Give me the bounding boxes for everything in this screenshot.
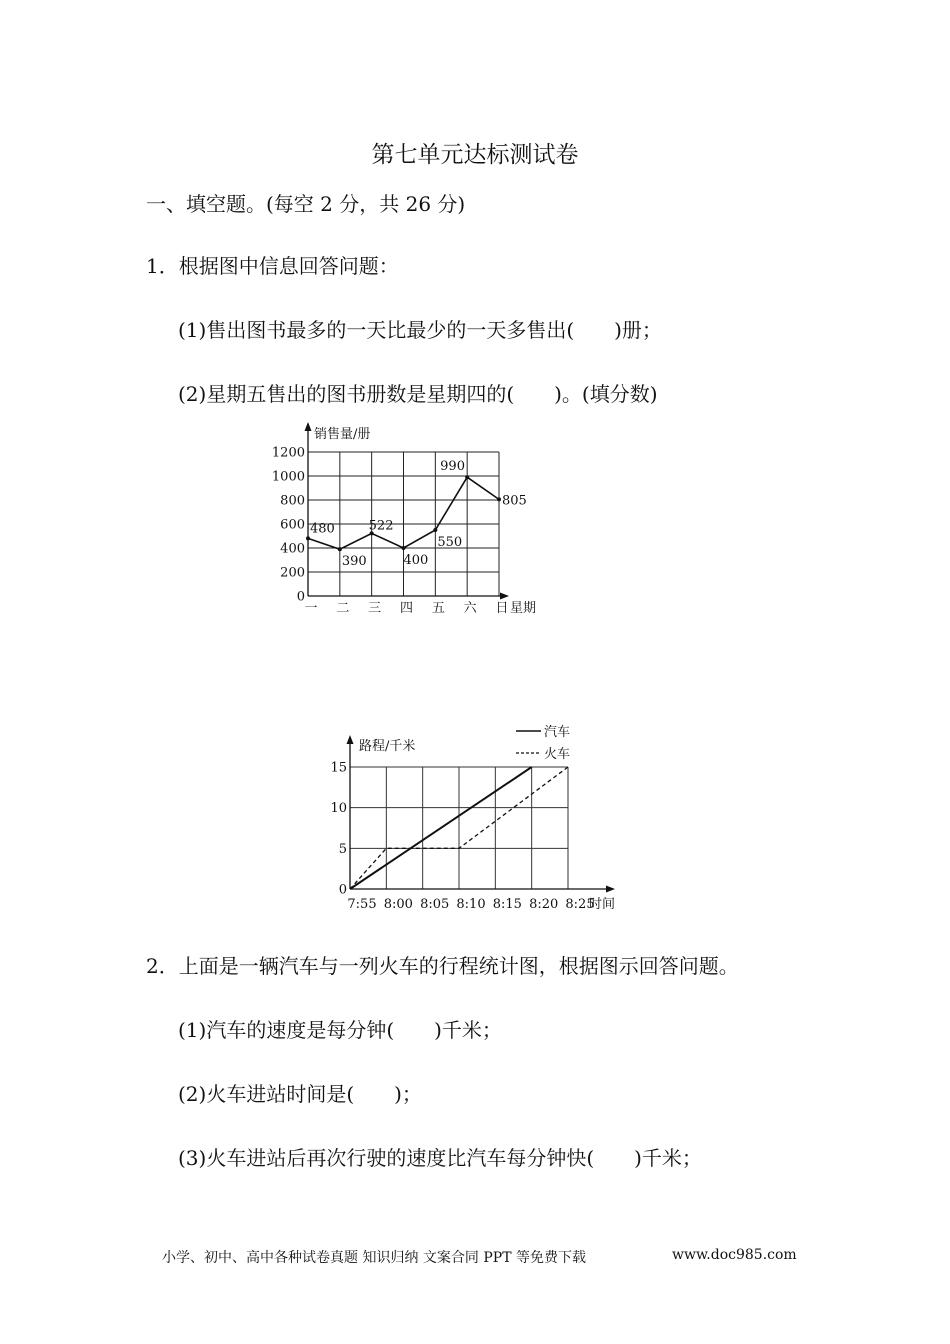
chart1-x-tick-label: 四 [399,601,414,616]
chart1-y-axis-label: 销售量/册 [314,427,371,442]
chart1-data-label: 400 [403,553,429,568]
chart1-data-point [497,497,501,501]
chart1-x-tick-label: 三 [368,601,382,616]
chart1-data-label: 550 [437,535,463,550]
section-heading: 一、填空题。(每空 2 分，共 26 分) [146,192,466,216]
chart1-y-tick-label: 600 [280,517,305,533]
travel-chart [330,718,630,918]
legend-car-label: 汽车 [544,725,571,740]
chart1-y-tick-label: 800 [280,493,305,509]
chart1-y-tick-label: 200 [280,565,305,581]
chart1-y-tick-label: 1200 [271,445,305,461]
chart2-y-arrow [347,735,354,744]
chart1-y-arrow [305,422,312,431]
chart2-x-ticks [347,897,594,912]
chart2-grid [350,767,568,889]
chart1-data-label: 480 [310,521,335,537]
chart2-y-tick-label: 10 [330,801,347,817]
question-1-part-1: (1)售出图书最多的一天比最少的一天多售出( )册； [178,318,662,342]
chart1-data-point [465,475,469,479]
chart2-x-tick-label: 8:05 [420,897,450,912]
chart1-data-label: 390 [341,554,367,570]
question-2-part-2: (2)火车进站时间是( )； [178,1082,422,1106]
chart1-data-label: 522 [368,518,394,534]
chart2-x-axis-label: 时间 [589,897,616,912]
chart1-y-tick-label: 400 [280,541,305,557]
question-2-stem: 2．上面是一辆汽车与一列火车的行程统计图，根据图示回答问题。 [146,954,739,978]
chart1-x-arrow [500,593,509,600]
chart1-data-point [338,547,342,551]
chart2-y-tick-label: 0 [338,882,347,898]
chart1-x-axis-label: 星期 [510,601,537,616]
chart1-x-ticks [304,601,508,616]
question-2-part-3: (3)火车进站后再次行驶的速度比汽车每分钟快( )千米； [178,1146,702,1170]
chart1-data-label: 990 [440,459,465,475]
chart2-x-tick-label: 7:55 [347,897,377,912]
chart1-grid [308,452,499,596]
chart2-x-tick-label: 8:00 [383,897,413,912]
chart2-x-tick-label: 8:10 [456,897,486,912]
chart2-y-axis-label: 路程/千米 [359,739,416,754]
chart2-y-tick-label: 15 [330,760,347,776]
chart1-y-tick-label: 1000 [271,469,305,485]
footer-link[interactable]: www.doc985.com [672,1247,797,1263]
chart1-data-point [402,546,406,550]
chart1-axes [305,422,510,600]
question-2-part-1: (1)汽车的速度是每分钟( )千米； [178,1018,502,1042]
chart1-y-ticks [272,446,305,605]
chart2-x-tick-label: 8:20 [529,897,559,912]
chart1-x-tick-label: 五 [431,601,445,616]
legend-train-label: 火车 [544,747,571,762]
chart1-data-point [306,536,310,540]
footer-text: 小学、初中、高中各种试卷真题 知识归纳 文案合同 PPT 等免费下载 [162,1250,586,1266]
chart2-y-ticks [330,761,347,898]
chart1-x-tick-label: 一 [304,601,318,616]
chart2-y-tick-label: 5 [338,841,347,857]
chart1-y-tick-label: 0 [296,589,305,605]
chart1-data-label: 805 [502,493,527,509]
chart2-x-arrow [606,886,615,893]
chart1-x-tick-label: 日 [495,601,509,616]
chart1-x-tick-label: 六 [463,601,477,616]
chart1-x-tick-label: 二 [336,601,350,616]
chart2-car-line [350,767,532,889]
chart1-data-point [433,528,437,532]
chart2-x-tick-label: 8:25 [565,897,595,912]
question-1-stem: 1．根据图中信息回答问题： [146,254,399,278]
book-sales-chart [270,420,560,625]
question-1-part-2: (2)星期五售出的图书册数是星期四的( )。(填分数) [178,382,658,406]
page-title: 第七单元达标测试卷 [371,142,579,168]
chart2-x-tick-label: 8:15 [492,897,522,912]
